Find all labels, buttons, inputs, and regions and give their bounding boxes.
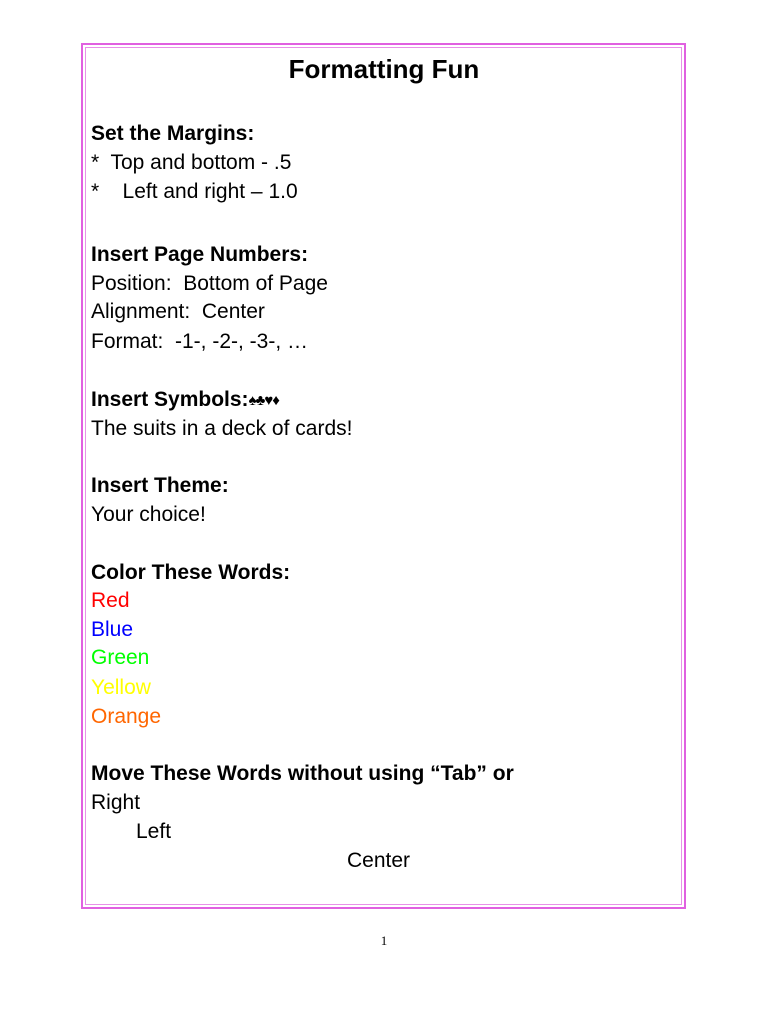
color-word-yellow: Yellow	[91, 676, 151, 699]
margins-heading: Set the Margins:	[91, 122, 255, 145]
symbols-text: The suits in a deck of cards!	[91, 417, 353, 440]
page-numbers-alignment: Alignment: Center	[91, 300, 265, 323]
symbols-heading: Insert Symbols:	[91, 388, 249, 411]
color-word-green: Green	[91, 646, 150, 669]
page-number: 1	[380, 933, 388, 948]
page-numbers-heading: Insert Page Numbers:	[91, 243, 309, 266]
margins-item-top-bottom: * Top and bottom - .5	[91, 151, 292, 174]
margins-item-left-right: * Left and right – 1.0	[91, 180, 298, 203]
theme-text: Your choice!	[91, 503, 206, 526]
colors-heading: Color These Words:	[91, 561, 291, 584]
move-word-right: Right	[91, 791, 141, 814]
move-word-left: Left	[136, 820, 172, 843]
color-word-red: Red	[91, 589, 130, 612]
color-word-orange: Orange	[91, 705, 162, 728]
color-word-blue: Blue	[91, 618, 134, 641]
card-suits-symbols: ♠♣♥♦	[248, 392, 279, 409]
symbols-heading-line	[91, 388, 279, 413]
page-numbers-format: Format: -1-, -2-, -3-, …	[91, 330, 309, 353]
page-numbers-position: Position: Bottom of Page	[91, 272, 328, 295]
move-heading: Move These Words without using “Tab” or	[91, 762, 514, 785]
move-word-center: Center	[347, 849, 411, 872]
theme-heading: Insert Theme:	[91, 474, 229, 497]
document-title: Formatting Fun	[288, 54, 480, 84]
